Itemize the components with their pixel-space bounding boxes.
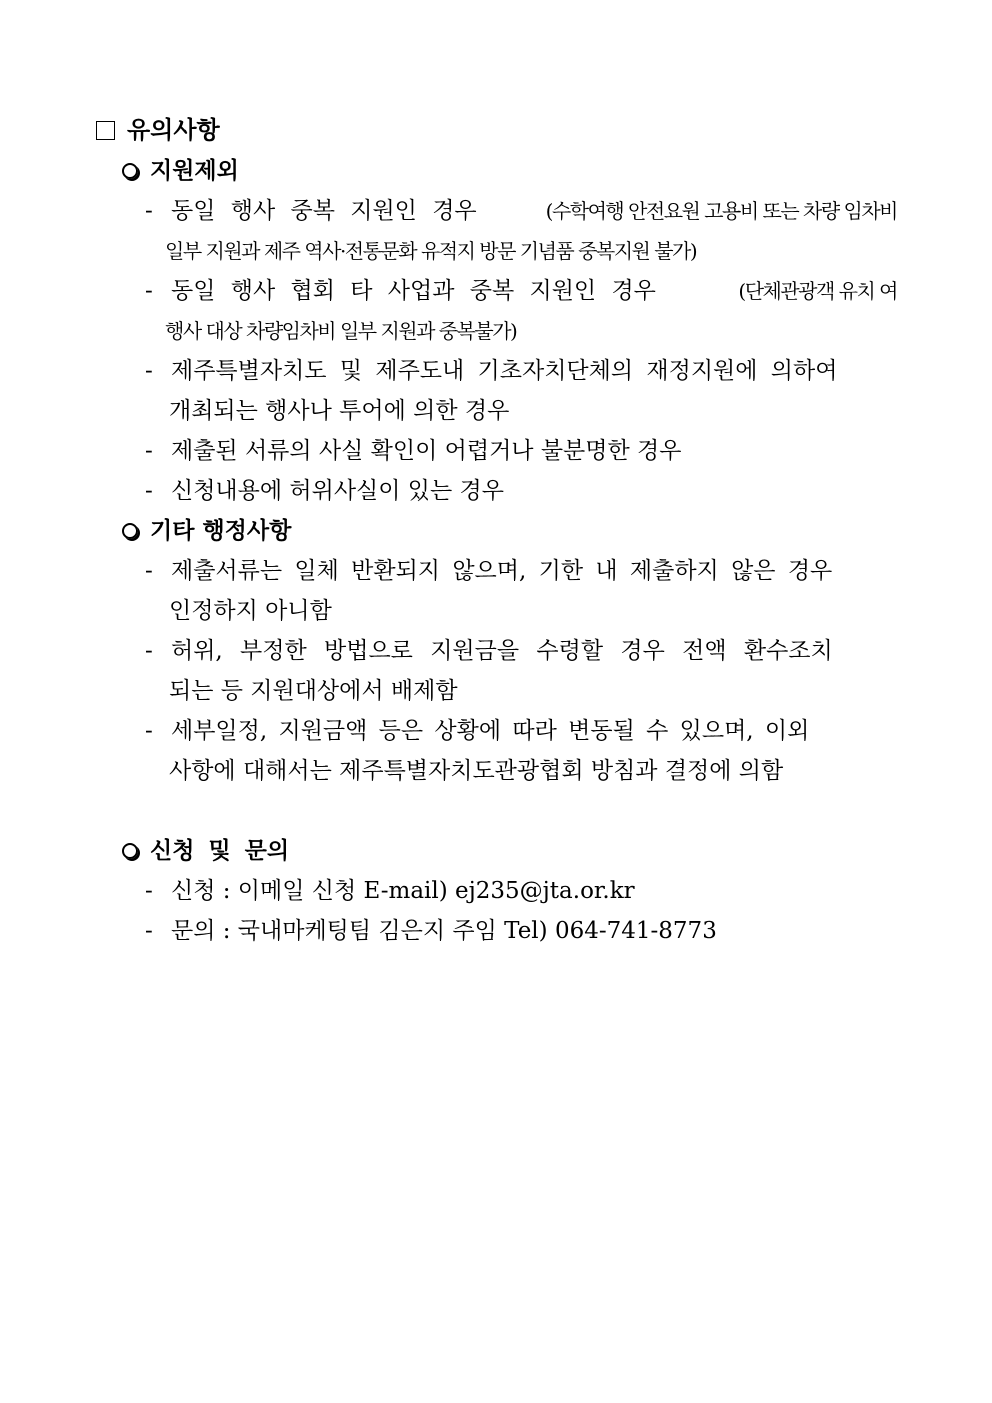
exclusion-item-5: - 신청내용에 허위사실이 있는 경우 <box>145 478 504 504</box>
exclusion-item-1: - 동일 행사 중복 지원인 경우 (수학여행 안전요원 고용비 또는 차량 임차비 <box>145 198 897 224</box>
exclusion-item-2-cont: 행사 대상 차량임차비 일부 지원과 중복불가) <box>165 319 517 343</box>
admin-heading: 기타 행정사항 <box>122 516 291 546</box>
admin-item-1: - 제출서류는 일체 반환되지 않으며, 기한 내 제출하지 않은 경우 <box>145 558 833 584</box>
exclusion-item-2: - 동일 행사 협회 타 사업과 중복 지원인 경우 (단체관광객 유치 여 <box>145 278 897 304</box>
shadowed-circle-icon <box>122 523 138 539</box>
inquiry-phone-text: 문의 : 국내마케팅팀 김은지 주임 Tel) 064-741-8773 <box>171 918 717 944</box>
exclusion-item-1-cont: 일부 지원과 제주 역사·전통문화 유적지 방문 기념품 중복지원 불가) <box>165 239 697 263</box>
item-note: (수학여행 안전요원 고용비 또는 차량 임차비 <box>545 199 897 223</box>
exclusion-item-3: - 제주특별자치도 및 제주도내 기초자치단체의 재정지원에 의하여 <box>145 358 838 384</box>
square-outline-icon <box>96 121 115 140</box>
exclusions-heading: 지원제외 <box>122 156 239 186</box>
admin-item-3: - 세부일정, 지원금액 등은 상황에 따라 변동될 수 있으며, 이외 <box>145 718 810 744</box>
section-heading: 유의사항 <box>96 115 220 145</box>
shadowed-circle-icon <box>122 843 138 859</box>
admin-item-3-cont: 사항에 대해서는 제주특별자치도관광협회 방침과 결정에 의함 <box>169 758 784 784</box>
exclusion-item-3-cont: 개최되는 행사나 투어에 의한 경우 <box>169 398 510 424</box>
admin-item-2: - 허위, 부정한 방법으로 지원금을 수령할 경우 전액 환수조치 <box>145 638 833 664</box>
exclusion-item-4: - 제출된 서류의 사실 확인이 어렵거나 불분명한 경우 <box>145 438 682 464</box>
admin-item-2-cont: 되는 등 지원대상에서 배제함 <box>169 678 458 704</box>
contact-apply: - 신청 : 이메일 신청 E-mail) ej235@jta.or.kr <box>145 878 635 904</box>
contact-inquiry: - 문의 : 국내마케팅팀 김은지 주임 Tel) 064-741-8773 <box>145 918 717 944</box>
contact-heading: 신청 및 문의 <box>122 836 289 866</box>
admin-item-1-cont: 인정하지 아니함 <box>169 598 332 624</box>
item-text: 동일 행사 중복 지원인 경우 <box>171 198 477 224</box>
item-text: 동일 행사 협회 타 사업과 중복 지원인 경우 <box>171 278 656 304</box>
apply-email-text: 신청 : 이메일 신청 E-mail) ej235@jta.or.kr <box>171 878 635 904</box>
item-note: (단체관광객 유치 여 <box>738 279 897 303</box>
shadowed-circle-icon <box>122 163 138 179</box>
